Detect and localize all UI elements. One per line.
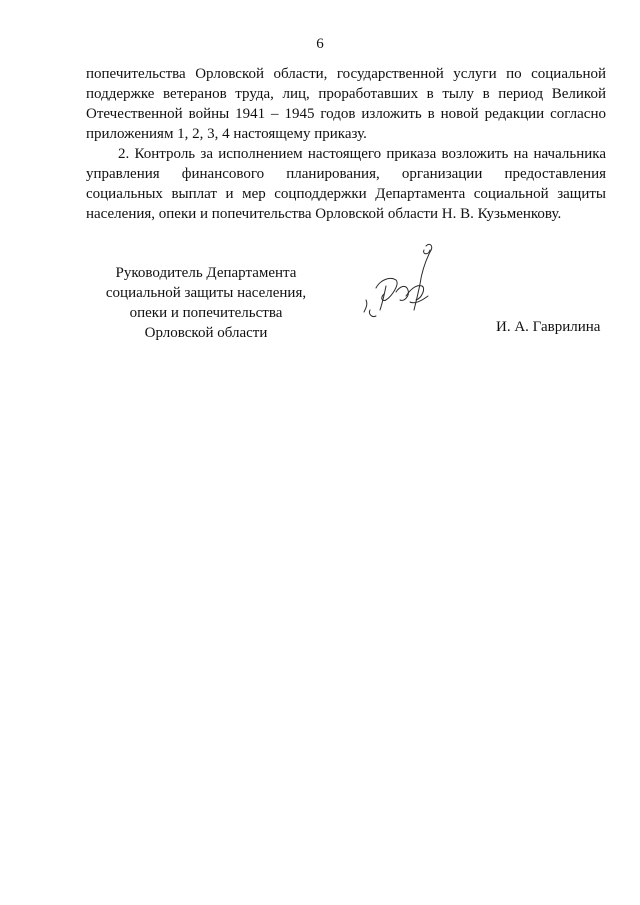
signer-position-line: социальной защиты населения, <box>105 285 307 301</box>
paragraph-continuation: попечительства Орловской области, государственной услуги по социальной поддержке ветеранов труда, лиц, проработавших в тылу в период Великой Отечественной войны 1941 – 1945 годов изложить в новой редакции согласно приложениям 1, 2, 3, 4 настоящему приказу. <box>86 66 606 142</box>
page-number: 6 <box>316 36 324 52</box>
handwritten-signature <box>356 240 446 330</box>
signer-position <box>96 263 316 343</box>
signer-name: И. А. Гаврилина <box>496 319 601 335</box>
paragraph-control-clause: 2. Контроль за исполнением настоящего приказа возложить на начальника управления финансового планирования, организации предоставления социальных выплат и мер соцподдержки Департамента социальной защиты населения, опеки и попечительства Орловской области Н. В. Кузьменкову. <box>86 146 606 222</box>
signer-position-line: опеки и попечительства <box>129 305 283 321</box>
signer-position-line: Орловской области <box>144 325 268 341</box>
signer-position-line: Руководитель Департамента <box>115 265 297 281</box>
document-body <box>86 64 606 224</box>
